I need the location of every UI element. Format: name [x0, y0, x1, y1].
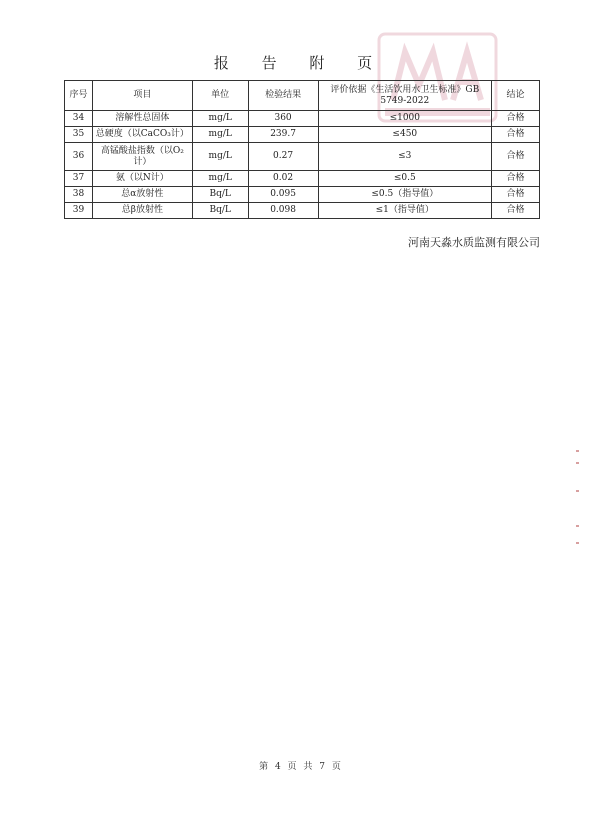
row-conclusion: 合格 [492, 111, 540, 127]
row-limit: ≤3 [318, 143, 492, 171]
row-unit: mg/L [192, 143, 248, 171]
row-unit: Bq/L [192, 203, 248, 219]
row-conclusion: 合格 [492, 143, 540, 171]
row-item: 总α放射性 [92, 187, 192, 203]
row-result: 0.098 [248, 203, 318, 219]
page-number-footer: 第 4 页 共 7 页 [259, 762, 341, 772]
header-result: 检验结果 [248, 81, 318, 111]
seam-stamp-marks [574, 450, 582, 560]
row-item: 氨（以N计） [92, 171, 192, 187]
row-item: 总β放射性 [92, 203, 192, 219]
header-conclusion: 结论 [492, 81, 540, 111]
row-seq: 38 [65, 187, 93, 203]
header-seq: 序号 [65, 81, 93, 111]
row-seq: 34 [65, 111, 93, 127]
row-limit: ≤450 [318, 127, 492, 143]
company-name: 河南天淼水质监测有限公司 [408, 236, 540, 249]
table-row [65, 171, 540, 187]
header-item: 项目 [92, 81, 192, 111]
row-seq: 39 [65, 203, 93, 219]
row-seq: 36 [65, 143, 93, 171]
row-conclusion: 合格 [492, 203, 540, 219]
row-item: 溶解性总固体 [92, 111, 192, 127]
table-row [65, 203, 540, 219]
table-row [65, 143, 540, 171]
row-unit: mg/L [192, 111, 248, 127]
row-conclusion: 合格 [492, 171, 540, 187]
header-basis: 评价依据《生活饮用水卫生标准》GB 5749-2022 [318, 81, 492, 111]
row-result: 0.02 [248, 171, 318, 187]
row-result: 0.27 [248, 143, 318, 171]
row-result: 0.095 [248, 187, 318, 203]
row-item: 高锰酸盐指数（以O₂计） [92, 143, 192, 171]
page-title: 报 告 附 页 [213, 54, 387, 72]
header-unit: 单位 [192, 81, 248, 111]
row-limit: ≤1（指导值） [318, 203, 492, 219]
row-seq: 37 [65, 171, 93, 187]
row-result: 360 [248, 111, 318, 127]
table-header-row [65, 81, 540, 111]
table-row [65, 111, 540, 127]
row-conclusion: 合格 [492, 127, 540, 143]
table-row [65, 187, 540, 203]
test-results-table [64, 80, 540, 219]
row-item: 总硬度（以CaCO₃计） [92, 127, 192, 143]
row-result: 239.7 [248, 127, 318, 143]
row-conclusion: 合格 [492, 187, 540, 203]
table-row [65, 127, 540, 143]
row-unit: Bq/L [192, 187, 248, 203]
row-limit: ≤1000 [318, 111, 492, 127]
row-limit: ≤0.5 [318, 171, 492, 187]
row-seq: 35 [65, 127, 93, 143]
row-unit: mg/L [192, 171, 248, 187]
row-limit: ≤0.5（指导值） [318, 187, 492, 203]
row-unit: mg/L [192, 127, 248, 143]
